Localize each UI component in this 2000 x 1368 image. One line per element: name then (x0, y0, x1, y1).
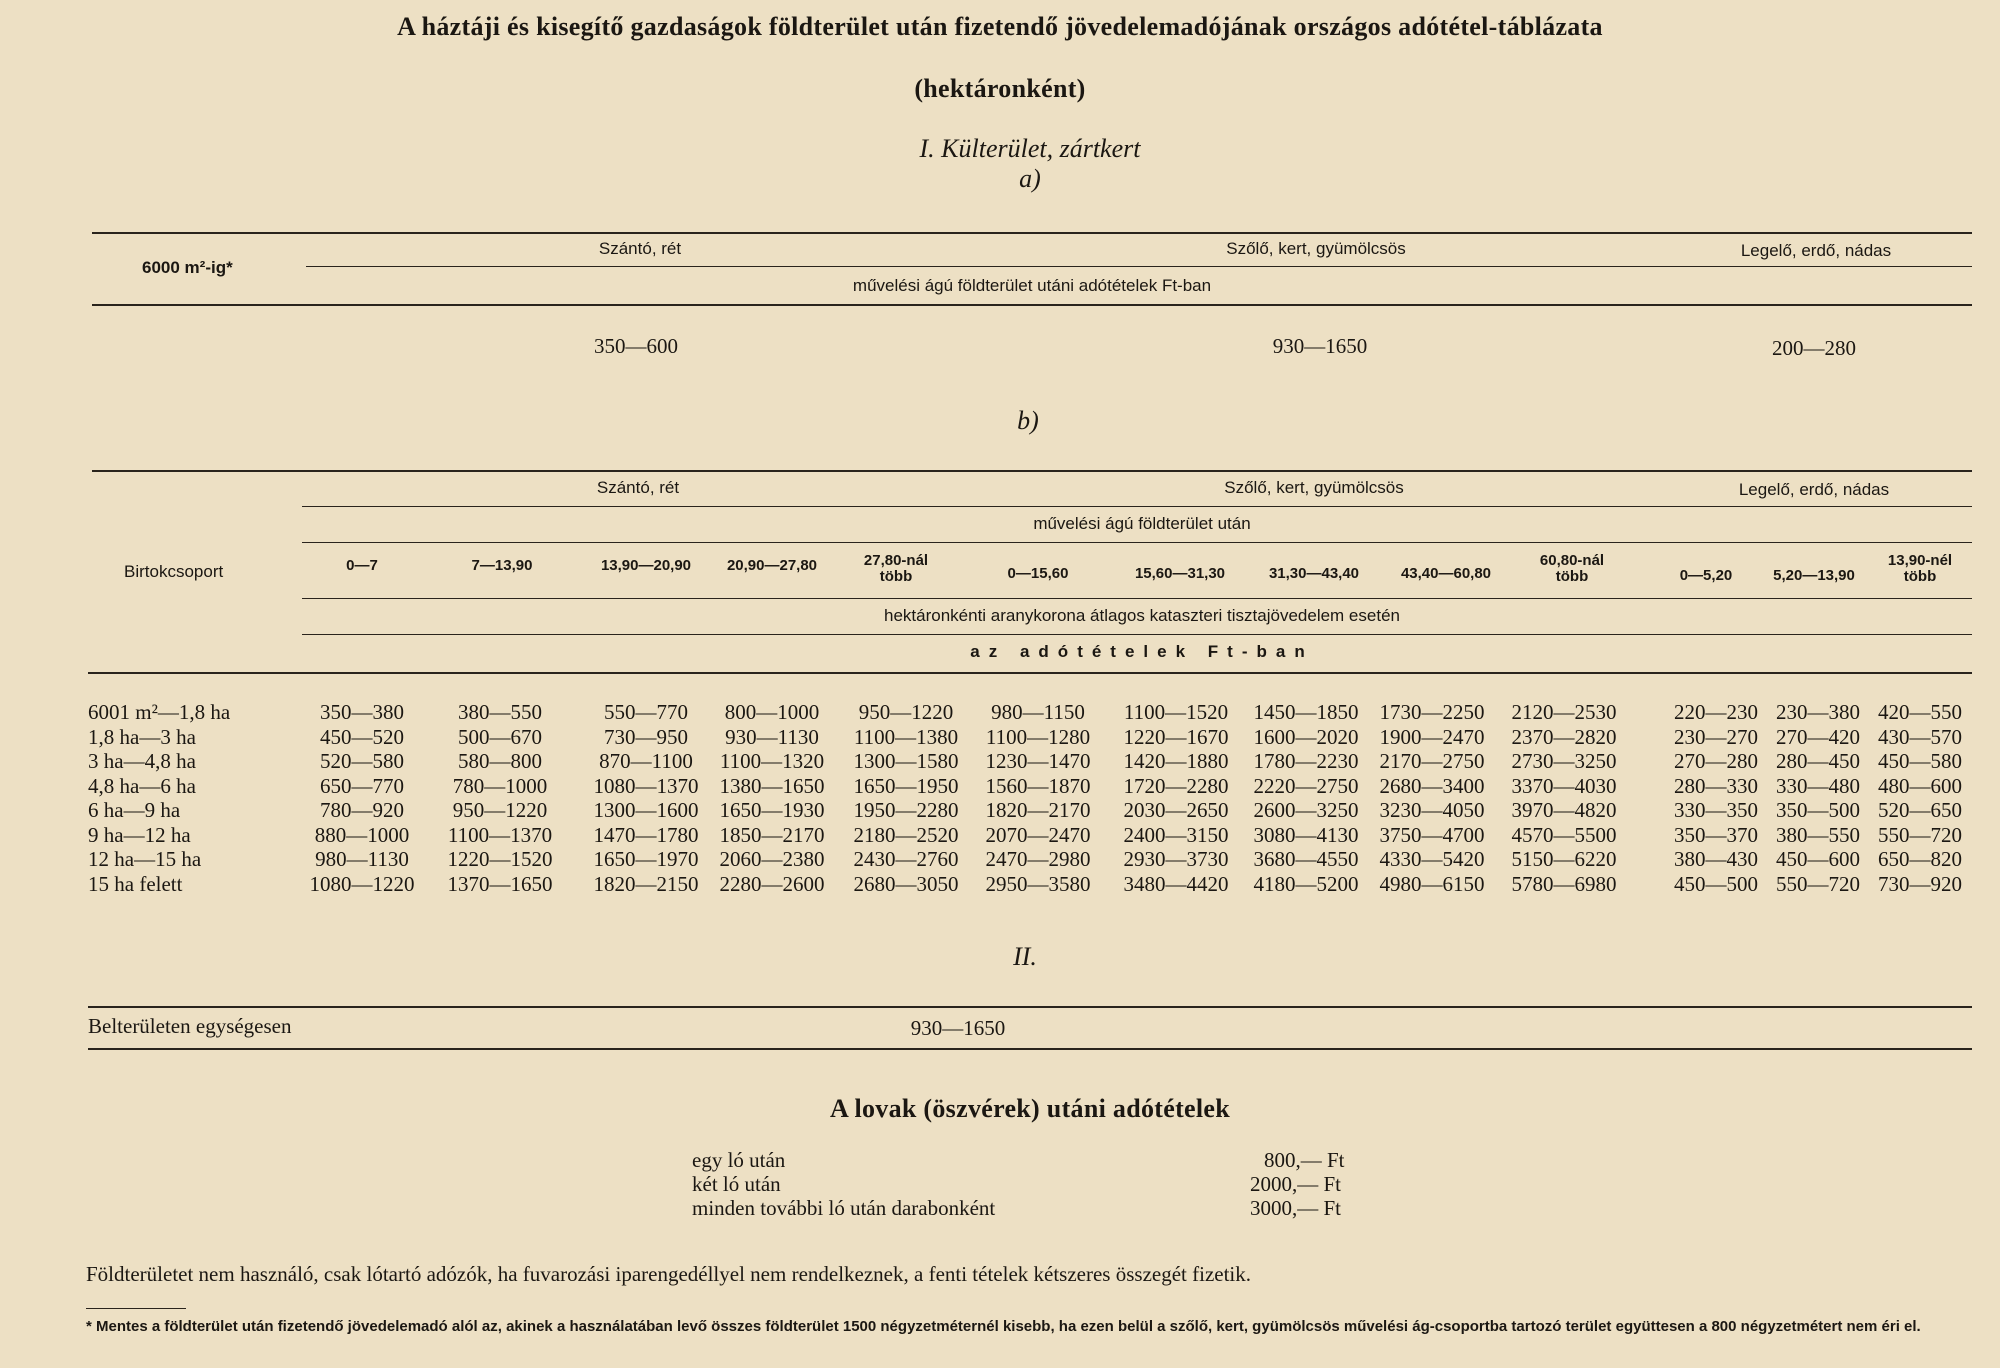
table-cell: 3680—4550 (1253, 847, 1359, 871)
row-label: 4,8 ha—6 ha (88, 773, 196, 798)
table-cell: 780—920 (320, 798, 404, 822)
table-cell: 4570—5500 (1511, 822, 1617, 847)
table-cell: 2950—3580 (985, 871, 1091, 896)
table-cell: 350—370 (1674, 822, 1758, 847)
table-cell: 520—580 (320, 749, 404, 773)
horses-item-label: egy ló után (692, 1148, 786, 1172)
column-header: 13,90—20,90 (600, 557, 692, 574)
table-cell: 270—280 (1674, 749, 1758, 773)
table-cell: 270—420 (1776, 724, 1860, 749)
table-cell: 4330—5420 (1379, 847, 1485, 871)
table-cell: 2170—2750 (1379, 749, 1485, 773)
table-cell: 2280—2600 (719, 871, 825, 896)
table-cell: 2600—3250 (1253, 798, 1359, 822)
table-cell: 580—800 (458, 749, 542, 773)
table-cell: 330—480 (1776, 773, 1860, 798)
part-b-caption-2: hektáronkénti aranykorona átlagos kataszteri tisztajövedelem esetén (884, 606, 1400, 625)
footnote-text: * Mentes a földterület után fizetendő jövedelemadó alól az, akinek a használatában levő összes földterület 1500 négyzetméternél kisebb, ha ezen belül a szőlő, kert, gyümölcsös művelési ág-csoportba tartozó terület együttesen a 800 négyzetmétert nem éri el. (86, 1318, 1921, 1335)
table-cell: 2060—2380 (719, 847, 825, 871)
horses-item-value: 3000,— Ft (1250, 1196, 1342, 1220)
part-a-group-1: Szántó, rét (598, 239, 682, 258)
table-cell: 950—1220 (858, 700, 954, 724)
part-b-group-rule (302, 506, 1972, 507)
table-cell: 1450—1850 (1253, 700, 1359, 724)
table-cell: 350—380 (320, 700, 404, 724)
part-a-group-3: Legelő, erdő, nádas (1740, 241, 1892, 260)
table-cell: 520—650 (1878, 798, 1962, 822)
table-cell: 330—350 (1674, 798, 1758, 822)
table-cell: 420—550 (1878, 700, 1962, 724)
column-header: 31,30—43,40 (1268, 565, 1360, 582)
page-subtitle: (hektáronként) (914, 74, 1086, 103)
table-cell: 1420—1880 (1123, 749, 1229, 773)
column-header: 27,80-nál több (863, 552, 929, 585)
table-cell: 1470—1780 (593, 822, 699, 847)
table-cell: 2070—2470 (985, 822, 1091, 847)
part-b-caption2-rule (302, 634, 1972, 635)
table-cell: 2180—2520 (853, 822, 959, 847)
table-cell: 2400—3150 (1123, 822, 1229, 847)
row-label: 12 ha—15 ha (88, 847, 202, 871)
table-cell: 1780—2230 (1253, 749, 1359, 773)
table-cell: 2030—2650 (1123, 798, 1229, 822)
table-cell: 450—520 (320, 724, 404, 749)
column-header: 0—5,20 (1679, 567, 1733, 584)
table-cell: 650—770 (320, 773, 404, 798)
table-cell: 500—670 (458, 724, 542, 749)
horses-item-value: 2000,— Ft (1250, 1172, 1342, 1196)
row-label: 6 ha—9 ha (88, 798, 181, 822)
table-cell: 950—1220 (452, 798, 548, 822)
table-cell: 1380—1650 (719, 773, 825, 798)
horses-item-label: két ló után (692, 1172, 781, 1196)
table-cell: 350—500 (1776, 798, 1860, 822)
column-header: 15,60—31,30 (1134, 565, 1226, 582)
table-cell: 2470—2980 (985, 847, 1091, 871)
table-cell: 1100—1370 (447, 822, 553, 847)
footnote-rule (86, 1308, 186, 1309)
column-header: 20,90—27,80 (726, 557, 818, 574)
table-cell: 2930—3730 (1123, 847, 1229, 871)
table-cell: 980—1150 (991, 700, 1085, 724)
table-cell: 5780—6980 (1511, 871, 1617, 896)
table-cell: 480—600 (1878, 773, 1962, 798)
part-a-caption: művelési ágú földterület utáni adótételek Ft-ban (852, 276, 1212, 295)
table-cell: 1370—1650 (447, 871, 553, 896)
row-label: 6001 m²—1,8 ha (88, 700, 231, 724)
table-cell: 230—380 (1776, 700, 1860, 724)
table-cell: 380—550 (1776, 822, 1860, 847)
table-cell: 3480—4420 (1123, 871, 1229, 896)
column-header: 0—7 (346, 557, 378, 574)
table-cell: 2680—3400 (1379, 773, 1485, 798)
table-cell: 1650—1970 (593, 847, 699, 871)
table-cell: 450—580 (1878, 749, 1962, 773)
table-cell: 220—230 (1674, 700, 1758, 724)
table-cell: 2370—2820 (1511, 724, 1617, 749)
column-header: 0—15,60 (1007, 565, 1069, 582)
table-cell: 730—950 (604, 724, 688, 749)
table-cell: 1850—2170 (719, 822, 825, 847)
table-cell: 1300—1580 (853, 749, 959, 773)
table-cell: 450—500 (1674, 871, 1758, 896)
table-cell: 1080—1220 (309, 871, 415, 896)
section2-value: 930—1650 (910, 1016, 1006, 1040)
table-cell: 280—330 (1674, 773, 1758, 798)
column-header: 60,80-nál több (1539, 552, 1605, 585)
part-b-label: b) (1017, 406, 1039, 435)
table-cell: 380—550 (458, 700, 542, 724)
table-cell: 230—270 (1674, 724, 1758, 749)
table-cell: 2680—3050 (853, 871, 959, 896)
column-header: 5,20—13,90 (1773, 567, 1855, 584)
table-cell: 980—1130 (315, 847, 409, 871)
part-a-group-2: Szőlő, kert, gyümölcsös (1226, 239, 1406, 258)
table-cell: 2220—2750 (1253, 773, 1359, 798)
section2-top-rule (88, 1006, 1972, 1008)
table-cell: 1100—1280 (985, 724, 1091, 749)
part-b-caption-3: az adótételek Ft-ban (970, 642, 1314, 661)
table-cell: 550—770 (604, 700, 688, 724)
table-cell: 1100—1380 (853, 724, 959, 749)
table-cell: 1820—2150 (593, 871, 699, 896)
section2-title: II. (1013, 942, 1037, 971)
part-b-header-rule (88, 672, 1972, 674)
part-b-group-1: Szántó, rét (596, 478, 680, 497)
horses-title: A lovak (öszvérek) utáni adótételek (830, 1094, 1230, 1123)
table-cell: 1080—1370 (593, 773, 699, 798)
part-a-header-rule (92, 304, 1972, 306)
table-cell: 3370—4030 (1511, 773, 1617, 798)
horses-item-value: 800,— Ft (1264, 1148, 1345, 1172)
table-cell: 3750—4700 (1379, 822, 1485, 847)
table-cell: 1220—1520 (447, 847, 553, 871)
part-a-label: a) (1019, 164, 1041, 193)
part-a-value-3: 200—280 (1772, 336, 1856, 360)
table-cell: 650—820 (1878, 847, 1962, 871)
table-cell: 3080—4130 (1253, 822, 1359, 847)
table-cell: 1230—1470 (985, 749, 1091, 773)
section1-title: I. Külterület, zártkert (919, 134, 1141, 163)
table-cell: 1600—2020 (1253, 724, 1359, 749)
horses-item-label: minden további ló után darabonként (692, 1196, 996, 1220)
part-a-group-rule (306, 266, 1972, 267)
table-cell: 880—1000 (314, 822, 410, 847)
row-label: 15 ha felett (88, 871, 183, 896)
page-title: A háztáji és kisegítő gazdaságok földterület után fizetendő jövedelemadójának országos adótétel-táblázata (397, 12, 1603, 41)
part-a-value-2: 930—1650 (1272, 334, 1368, 358)
table-cell: 2730—3250 (1511, 749, 1617, 773)
column-header: 13,90-nél több (1887, 552, 1953, 585)
table-cell: 380—430 (1674, 847, 1758, 871)
table-cell: 2120—2530 (1511, 700, 1617, 724)
table-cell: 550—720 (1776, 871, 1860, 896)
table-cell: 1100—1520 (1123, 700, 1229, 724)
column-header: 43,40—60,80 (1400, 565, 1492, 582)
part-b-columns-rule (302, 598, 1972, 599)
table-cell: 450—600 (1776, 847, 1860, 871)
table-cell: 1820—2170 (985, 798, 1091, 822)
part-b-caption-1: művelési ágú földterület után (1033, 514, 1251, 533)
table-cell: 1900—2470 (1379, 724, 1485, 749)
table-cell: 3230—4050 (1379, 798, 1485, 822)
table-cell: 1220—1670 (1123, 724, 1229, 749)
table-cell: 870—1100 (599, 749, 693, 773)
table-cell: 1560—1870 (985, 773, 1091, 798)
table-cell: 550—720 (1878, 822, 1962, 847)
note-text: Földterületet nem használó, csak lótartó adózók, ha fuvarozási iparengedéllyel nem rendelkeznek, a fenti tételek kétszeres összegét fizetik. (86, 1262, 1252, 1286)
section2-label: Belterületen egységesen (88, 1014, 292, 1038)
table-cell: 1950—2280 (853, 798, 959, 822)
table-cell: 730—920 (1878, 871, 1962, 896)
table-cell: 800—1000 (724, 700, 820, 724)
row-label: 3 ha—4,8 ha (88, 749, 196, 773)
table-cell: 1100—1320 (719, 749, 825, 773)
part-b-group-3: Legelő, erdő, nádas (1738, 480, 1890, 499)
table-cell: 1650—1950 (853, 773, 959, 798)
part-b-row-header: Birtokcsoport (124, 562, 224, 581)
table-cell: 4980—6150 (1379, 871, 1485, 896)
table-cell: 2430—2760 (853, 847, 959, 871)
part-a-value-1: 350—600 (594, 334, 678, 358)
row-label: 9 ha—12 ha (88, 822, 191, 847)
table-cell: 780—1000 (452, 773, 548, 798)
part-b-caption-rule (302, 542, 1972, 543)
part-a-row-header: 6000 m²-ig* (142, 258, 233, 277)
table-cell: 1650—1930 (719, 798, 825, 822)
table-cell: 3970—4820 (1511, 798, 1617, 822)
table-cell: 1720—2280 (1123, 773, 1229, 798)
part-b-top-rule (92, 470, 1972, 472)
column-header: 7—13,90 (471, 557, 533, 574)
table-cell: 4180—5200 (1253, 871, 1359, 896)
table-cell: 1730—2250 (1379, 700, 1485, 724)
table-cell: 1300—1600 (593, 798, 699, 822)
section2-bottom-rule (88, 1048, 1972, 1050)
part-b-group-2: Szőlő, kert, gyümölcsös (1224, 478, 1404, 497)
row-label: 1,8 ha—3 ha (88, 724, 196, 749)
part-a-top-rule (92, 232, 1972, 234)
table-cell: 430—570 (1878, 724, 1962, 749)
table-cell: 5150—6220 (1511, 847, 1617, 871)
table-cell: 280—450 (1776, 749, 1860, 773)
table-cell: 930—1130 (725, 724, 819, 749)
